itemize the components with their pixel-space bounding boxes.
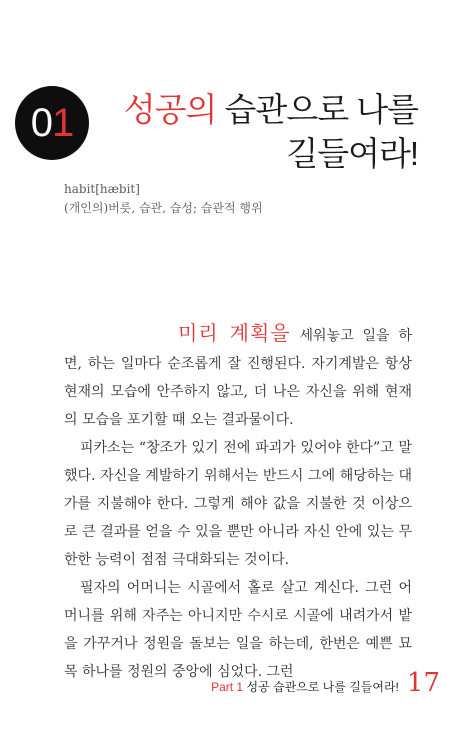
paragraph-3: 필자의 어머니는 시골에서 홀로 살고 계신다. 그런 어머니를 위해 자주는 아니지만 수시로 시골에 내려가서 밭을 가꾸거나 정원을 돌보는 일을 하는데, 한번은 예쁜 묘목 하나를 정원의 중앙에 심었다. 그런 [64, 580, 412, 680]
chapter-number-badge [15, 86, 89, 160]
definition-word: habit[hæbit] [64, 182, 140, 196]
footer-part-label: Part 1 [211, 680, 244, 694]
footer-section-title: 성공 습관으로 나를 길들여라! [246, 680, 399, 694]
running-footer [211, 678, 399, 695]
chapter-number-digit: 0 [30, 100, 52, 145]
chapter-title-line-2: 길들여라! [286, 135, 418, 172]
paragraph-1 [64, 320, 412, 434]
definition-meaning: (개인의)버릇, 습관, 습성; 습관적 행위 [64, 201, 263, 215]
lead-accent-phrase: 미리 계획을 [178, 323, 291, 345]
chapter-title [124, 88, 418, 176]
paragraph-2: 피카소는 “창조가 있기 전에 파괴가 있어야 한다”고 말했다. 자신을 계발하기 위해서는 반드시 그에 해당하는 대가를 지불해야 한다. 그렇게 해야 값을 지불한 것 이상으로 큰 결과를 얻을 수 있을 뿐만 아니라 자신 안에 있는 무한한 능력이 점점 극대화되는 것이다. [64, 440, 412, 568]
chapter-title-rest: 습관으로 나를 [216, 91, 418, 128]
word-definition [64, 180, 263, 218]
page-footer [211, 668, 440, 698]
body-text [64, 320, 412, 686]
chapter-number-digit-accent: 1 [52, 100, 74, 145]
chapter-title-accent: 성공의 [123, 91, 217, 128]
paragraph-1-text: 세워놓고 일을 하면, 하는 일마다 순조롭게 잘 진행된다. 자기계발은 항상 현재의 모습에 안주하지 않고, 더 나은 자신을 위해 현재의 모습을 포기할 때 오는 결과물이다. [64, 328, 412, 428]
chapter-title-line-1 [124, 88, 418, 132]
page-number: 17 [406, 668, 440, 698]
